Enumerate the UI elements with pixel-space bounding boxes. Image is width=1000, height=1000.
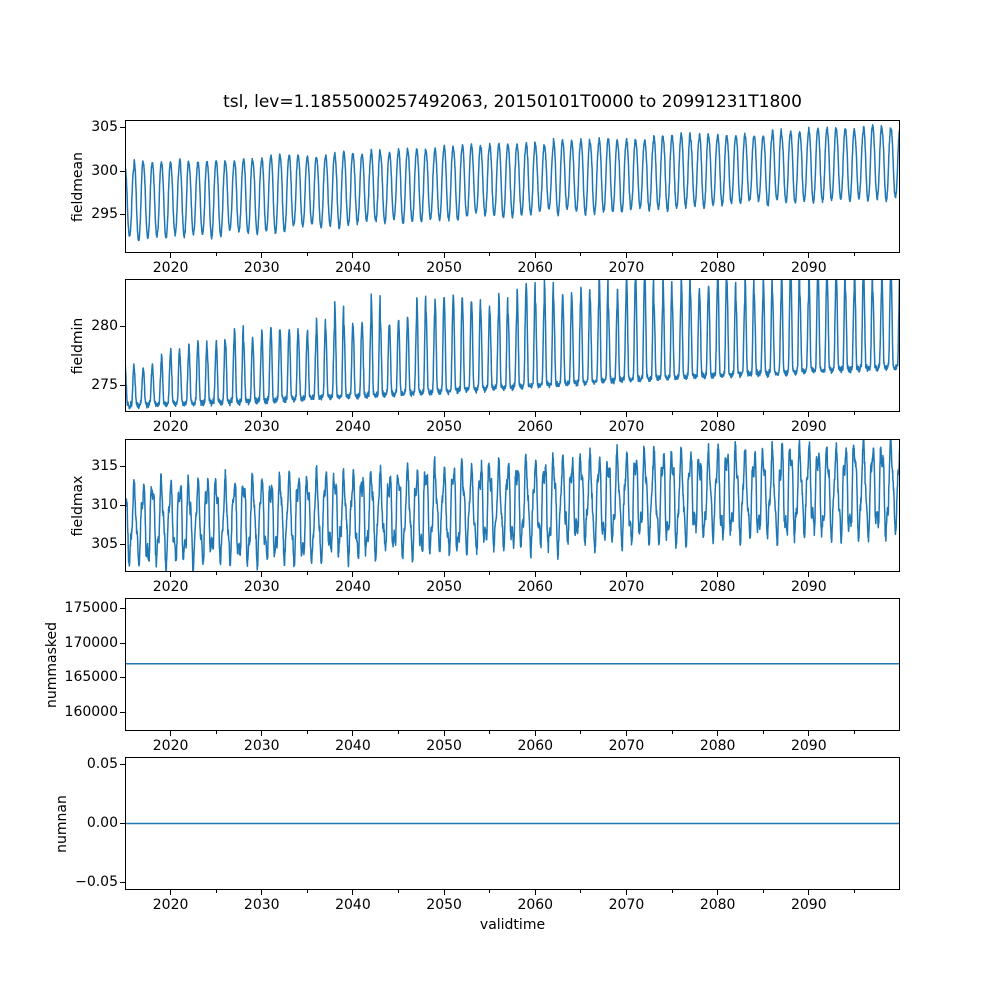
x-tick-label: 2040 [335,896,371,913]
plot-area-fieldmax [125,439,900,572]
subplot-fieldmin [125,279,900,412]
y-tick-label: 310 [91,496,118,513]
x-tick-label: 2090 [790,578,827,595]
figure-title: tsl, lev=1.1855000257492063, 20150101T0000 to 20991231T1800 [223,92,802,112]
x-tick-major [261,572,262,577]
y-tick-label: 305 [91,535,118,552]
x-tick-label: 2050 [426,418,462,435]
x-tick-label: 2070 [608,578,645,595]
series-line-fieldmean [125,125,900,241]
x-tick-minor [216,890,217,893]
x-tick-minor [489,890,490,893]
x-tick-major [261,253,262,258]
x-tick-label: 2070 [608,259,645,276]
y-axis-label-fieldmax: fieldmax [70,475,87,536]
x-tick-label: 2020 [152,578,189,595]
x-tick-major [717,412,718,417]
x-tick-label: 2090 [790,418,827,435]
x-tick-major [261,731,262,736]
plot-area-nummasked [125,598,900,731]
y-tick [120,882,125,883]
x-tick-label: 2030 [243,418,280,435]
y-tick [120,764,125,765]
x-tick-minor [672,253,673,256]
x-tick-major [352,412,353,417]
x-tick-label: 2040 [335,737,371,754]
y-tick [120,823,125,824]
x-tick-minor [854,572,855,575]
x-tick-minor [580,572,581,575]
x-tick-label: 2070 [608,418,645,435]
x-tick-label: 2030 [243,896,280,913]
x-tick-major [808,890,809,895]
x-tick-minor [672,412,673,415]
x-tick-minor [398,253,399,256]
x-tick-minor [489,731,490,734]
x-tick-label: 2080 [699,259,736,276]
x-tick-major [808,253,809,258]
x-tick-minor [580,412,581,415]
x-tick-minor [672,890,673,893]
x-tick-major [808,572,809,577]
x-tick-major [170,412,171,417]
plot-area-fieldmean [125,120,900,253]
x-tick-minor [398,412,399,415]
x-tick-major [717,731,718,736]
x-tick-minor [580,731,581,734]
x-tick-major [444,412,445,417]
y-tick-label: 300 [91,162,118,179]
x-tick-label: 2080 [699,418,736,435]
x-tick-minor [854,890,855,893]
x-tick-label: 2020 [152,896,189,913]
x-tick-major [352,572,353,577]
y-tick-label: 0.00 [86,815,118,831]
x-tick-label: 2060 [517,418,554,435]
subplot-numnan [125,757,900,890]
x-tick-minor [216,412,217,415]
x-tick-label: 2030 [243,578,280,595]
x-tick-major [444,572,445,577]
y-tick [120,643,125,644]
x-tick-major [444,253,445,258]
x-tick-label: 2050 [426,737,462,754]
y-tick [120,127,125,128]
x-tick-major [535,731,536,736]
x-tick-label: 2090 [790,737,827,754]
x-tick-major [352,890,353,895]
x-tick-minor [307,412,308,415]
x-tick-minor [763,412,764,415]
x-tick-minor [216,253,217,256]
x-tick-label: 2030 [243,259,280,276]
subplot-nummasked [125,598,900,731]
x-tick-minor [307,253,308,256]
y-tick-label: 170000 [64,634,118,651]
x-tick-major [261,412,262,417]
x-tick-minor [307,731,308,734]
x-tick-minor [580,253,581,256]
x-tick-major [352,253,353,258]
x-tick-major [170,731,171,736]
subplot-fieldmax [125,439,900,572]
y-tick [120,214,125,215]
y-tick-label: 305 [91,119,118,136]
x-tick-major [717,890,718,895]
x-tick-label: 2040 [335,418,371,435]
x-tick-major [535,412,536,417]
x-tick-label: 2050 [426,896,462,913]
x-tick-major [444,731,445,736]
x-tick-minor [489,412,490,415]
series-line-fieldmin [125,279,900,409]
y-tick-label: 275 [91,376,118,393]
x-tick-label: 2030 [243,737,280,754]
x-tick-minor [854,412,855,415]
x-tick-minor [854,731,855,734]
y-tick [120,608,125,609]
x-tick-major [717,572,718,577]
x-tick-label: 2060 [517,737,554,754]
y-tick-label: 165000 [64,669,118,686]
x-tick-label: 2050 [426,578,462,595]
y-tick [120,505,125,506]
y-axis-label-fieldmean: fieldmean [70,151,87,222]
x-tick-minor [763,731,764,734]
x-tick-major [626,890,627,895]
x-tick-label: 2070 [608,896,645,913]
x-tick-label: 2020 [152,737,189,754]
y-axis-label-numnan: numnan [54,794,71,853]
y-axis-label-nummasked: nummasked [43,621,60,708]
y-tick-label: 295 [91,206,118,223]
x-tick-major [535,572,536,577]
y-tick-label: 160000 [64,703,118,720]
x-tick-minor [216,572,217,575]
x-tick-minor [672,731,673,734]
y-tick-label: 175000 [64,599,118,616]
x-tick-label: 2090 [790,259,827,276]
x-tick-label: 2040 [335,259,371,276]
y-tick-label: 315 [91,457,118,474]
x-tick-minor [489,572,490,575]
y-tick [120,712,125,713]
y-tick [120,677,125,678]
x-tick-major [626,412,627,417]
x-tick-label: 2080 [699,737,736,754]
x-tick-minor [672,572,673,575]
x-tick-major [535,890,536,895]
x-tick-major [444,890,445,895]
y-tick [120,171,125,172]
y-tick-label: 280 [91,318,118,335]
y-tick-label: −0.05 [75,874,118,891]
x-tick-minor [763,572,764,575]
x-tick-label: 2090 [790,896,827,913]
x-tick-minor [854,253,855,256]
plot-area-fieldmin [125,279,900,412]
x-tick-label: 2040 [335,578,371,595]
x-tick-major [808,412,809,417]
x-tick-label: 2060 [517,259,554,276]
x-tick-label: 2020 [152,418,189,435]
x-tick-label: 2060 [517,578,554,595]
y-axis-label-fieldmin: fieldmin [70,317,87,374]
x-axis-label: validtime [479,917,546,933]
x-tick-label: 2080 [699,578,736,595]
y-tick [120,544,125,545]
x-tick-major [170,253,171,258]
x-tick-minor [398,572,399,575]
x-tick-minor [398,890,399,893]
x-tick-label: 2020 [152,259,189,276]
x-tick-major [170,572,171,577]
subplot-fieldmean [125,120,900,253]
plot-area-numnan [125,757,900,890]
x-tick-minor [489,253,490,256]
x-tick-minor [580,890,581,893]
x-tick-minor [216,731,217,734]
x-tick-minor [763,890,764,893]
y-tick [120,385,125,386]
x-tick-major [626,572,627,577]
x-tick-minor [763,253,764,256]
series-line-fieldmax [125,439,900,572]
x-tick-major [170,890,171,895]
x-tick-minor [398,731,399,734]
x-tick-major [808,731,809,736]
x-tick-major [261,890,262,895]
x-tick-major [626,731,627,736]
x-tick-label: 2080 [699,896,736,913]
x-tick-major [352,731,353,736]
y-tick [120,466,125,467]
x-tick-minor [307,890,308,893]
x-tick-major [717,253,718,258]
y-tick-label: 0.05 [86,755,118,772]
x-tick-label: 2050 [426,259,462,276]
x-tick-minor [307,572,308,575]
x-tick-label: 2070 [608,737,645,754]
y-tick [120,326,125,327]
x-tick-major [535,253,536,258]
x-tick-label: 2060 [517,896,554,913]
x-tick-major [626,253,627,258]
